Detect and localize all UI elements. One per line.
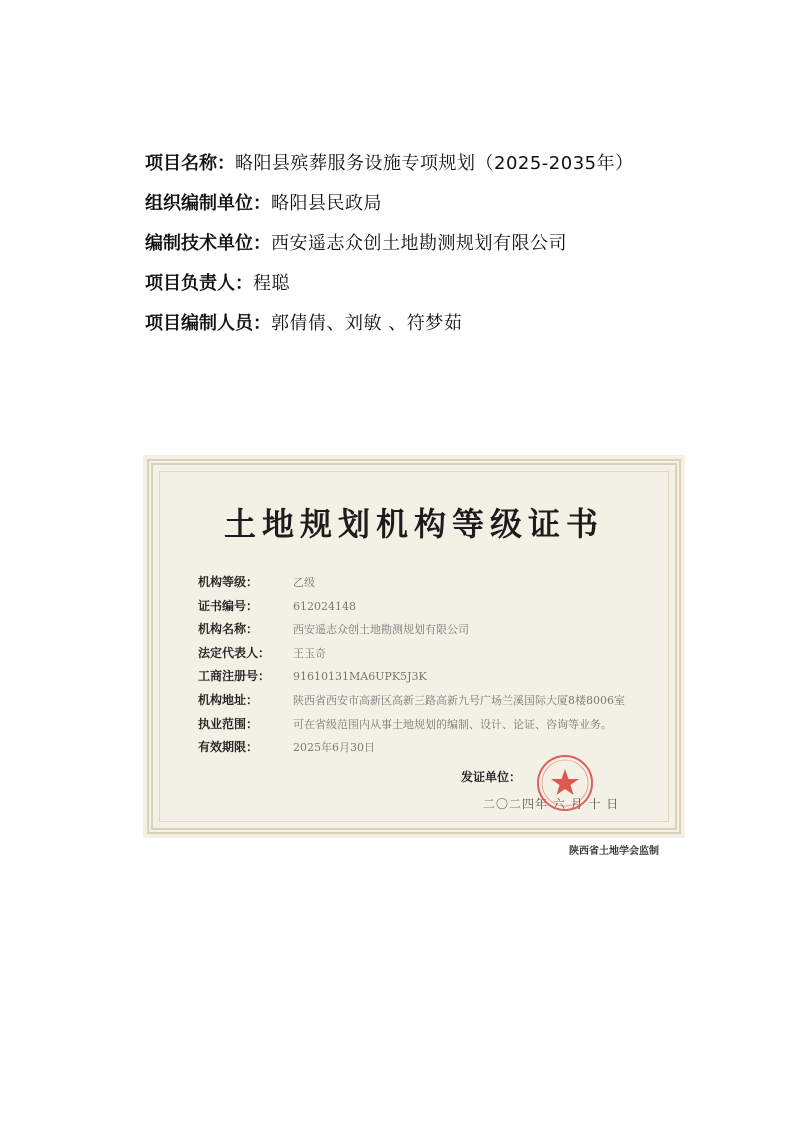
certificate-image (143, 455, 685, 838)
technical-unit-value: 西安遥志众创土地勘测规划有限公司 (271, 233, 567, 254)
cert-label: 机构等级： (198, 575, 259, 589)
cert-label: 机构名称： (198, 622, 259, 637)
project-leader-line (145, 270, 634, 310)
cert-row-number (198, 597, 625, 621)
project-staff-line (145, 310, 634, 350)
seal-star (551, 769, 579, 795)
technical-unit-line (145, 230, 634, 270)
cert-value: 2025年6月30日 (293, 741, 375, 755)
cert-value: 可在省级范围内从事土地规划的编制、设计、论证、咨询等业务。 (293, 717, 612, 731)
cert-label: 法定代表人： (198, 645, 271, 660)
cert-row-level (198, 573, 625, 597)
cert-value: 王玉奇 (293, 646, 326, 660)
issuer-label: 发证单位： (461, 770, 522, 784)
cert-label: 有效期限： (198, 740, 259, 755)
project-name-label: 项目名称： (145, 153, 235, 174)
organizer-value: 略阳县民政局 (271, 193, 382, 214)
technical-unit-label: 编制技术单位： (145, 233, 271, 254)
project-leader-value: 程聪 (253, 273, 290, 294)
project-info (145, 150, 634, 350)
cert-value: 西安遥志众创土地勘测规划有限公司 (293, 623, 469, 637)
project-staff-label: 项目编制人员： (145, 313, 271, 334)
project-leader-label: 项目负责人： (145, 273, 253, 294)
organizer-line (145, 190, 634, 230)
project-name-line (145, 150, 634, 190)
cert-row-legal-rep (198, 644, 625, 668)
certificate-fields (198, 573, 625, 762)
cert-label: 证书编号： (198, 598, 259, 613)
supervisor-caption: 陕西省土地学会监制 (569, 846, 659, 857)
cert-row-org-name (198, 620, 625, 644)
cert-label: 执业范围： (198, 716, 259, 731)
cert-value: 612024148 (293, 599, 356, 613)
cert-label: 机构地址： (198, 692, 259, 707)
cert-label: 工商注册号： (198, 669, 271, 684)
cert-row-address (198, 691, 625, 715)
cert-value: 乙级 (293, 576, 315, 589)
project-staff-value: 郭倩倩、刘敏 、符梦茹 (271, 313, 463, 334)
project-name-value: 略阳县殡葬服务设施专项规划（2025-2035年） (235, 153, 634, 174)
certificate-title: 土地规划机构等级证书 (223, 505, 604, 543)
cert-value: 91610131MA6UPK5J3K (293, 670, 427, 684)
official-seal (535, 753, 595, 813)
cert-row-scope (198, 715, 625, 739)
cert-value: 陕西省西安市高新区高新三路高新九号广场兰溪国际大厦8楼8006室 (293, 693, 625, 707)
issue-date: 二〇二四年 六 月 十 日 (483, 797, 620, 811)
organizer-label: 组织编制单位： (145, 193, 271, 214)
cert-row-reg-number (198, 667, 625, 691)
